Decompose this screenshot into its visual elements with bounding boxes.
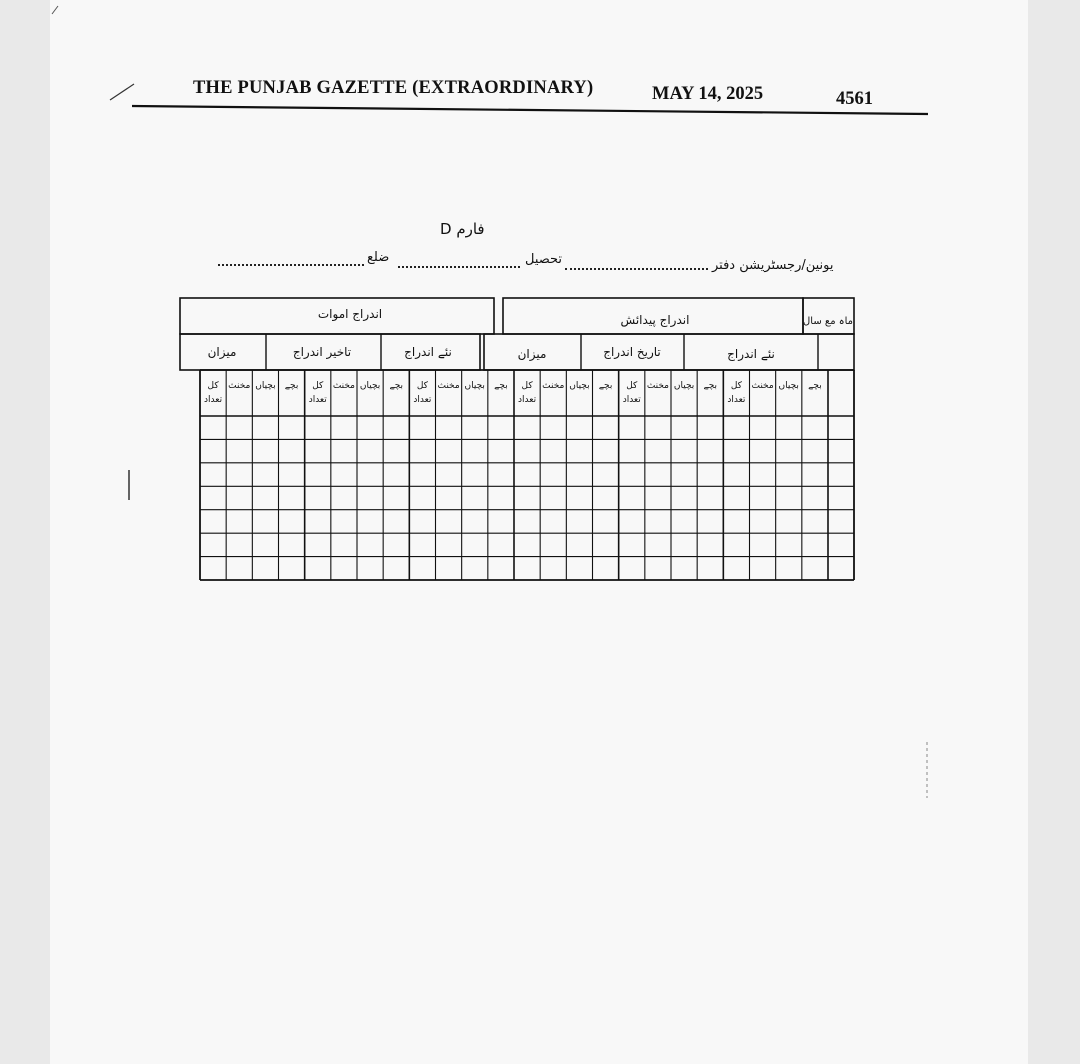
sub-column-header: بچے [808,381,822,391]
gazette-title: THE PUNJAB GAZETTE (EXTRAORDINARY) [193,78,594,98]
sub-column-header: بچے [598,381,613,391]
sub-column-header: مخنث [228,381,251,391]
sub-column-header: مخنث [332,381,356,391]
sub-column-header: مخنث [542,381,565,391]
sub-column-header: بچیاں [569,381,590,391]
deaths-title: اندراج اموات [317,307,383,321]
births-group-new: نئے اندراج [727,347,775,361]
sub-column-header: بچیاں [255,381,276,391]
sub-column-header: مخنث [437,381,460,391]
sub-column-header: بچیاں [673,381,695,391]
deaths-group-late: تاخیر اندراج [292,345,352,359]
sub-column-header: بچیاں [778,381,799,391]
sub-column-header: کل تعداد [308,381,327,405]
tehsil-label: تحصیل [525,252,563,267]
births-title: اندراج پیدائش [620,313,690,327]
sub-column-header: بچے [703,381,718,391]
deaths-group-new: نئے اندراج [404,345,452,359]
entry-grid [200,370,854,580]
sub-column-header: بچے [389,381,404,391]
sub-column-header: مخنث [646,381,670,391]
form-title: فارم D [440,220,485,238]
sub-column-header: بچیاں [464,381,485,391]
sub-column-header: بچیاں [359,381,381,391]
gazette-date: MAY 14, 2025 [652,84,764,104]
births-group-date: تاریخ اندراج [603,345,661,359]
sub-column-header: بچے [284,381,299,391]
sub-column-header: کل تعداد [622,381,641,405]
sub-column-header: بچے [494,381,508,391]
union-label: یونین/رجسٹریشن دفتر [712,258,834,273]
sub-column-header: کل تعداد [413,381,432,405]
deaths-group-total: میزان [207,345,237,359]
sub-column-header: کل تعداد [727,381,746,405]
district-label: ضلع [367,250,390,265]
sub-column-header: کل تعداد [518,381,537,405]
sub-column-header: کل تعداد [204,381,223,405]
sub-column-header: مخنث [751,381,774,391]
month-year-label: ماہ مع سال [803,316,853,327]
page-number: 4561 [836,89,873,109]
births-group-total: میزان [517,347,547,361]
